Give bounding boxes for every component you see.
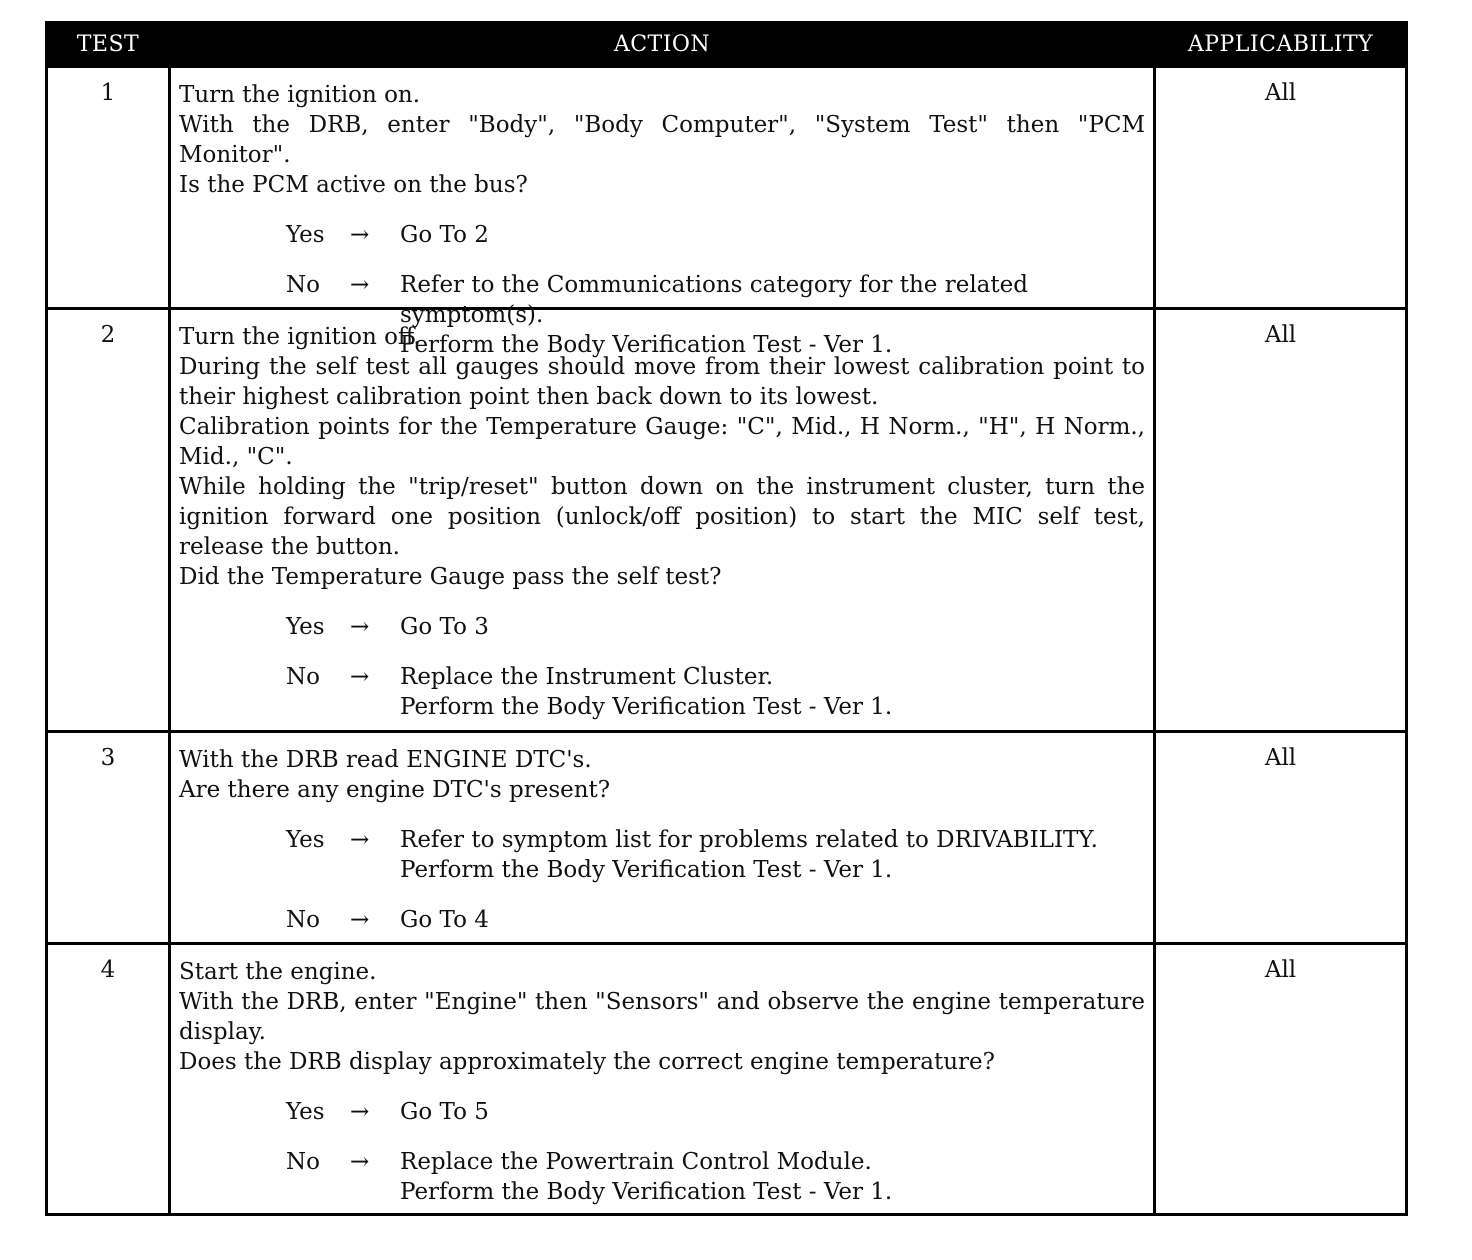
response-line: Perform the Body Verification Test - Ver 1. [400, 332, 893, 358]
response-text [400, 662, 1145, 722]
response-line: Refer to symptom list for problems related to DRIVABILITY. [400, 827, 1098, 853]
header-applicability: APPLICABILITY [1187, 32, 1374, 57]
response-text [400, 1097, 1145, 1127]
response-yes [179, 1097, 1145, 1127]
response-line: Perform the Body Verification Test - Ver 1. [400, 857, 893, 883]
table-row [48, 730, 1405, 942]
response-line: Perform the Body Verification Test - Ver 1. [400, 1179, 893, 1205]
arrow-icon: → [350, 272, 370, 298]
response-line: Go To 4 [400, 907, 489, 933]
action-line: Is the PCM active on the bus? [179, 172, 528, 198]
arrow-icon: → [350, 614, 370, 640]
test-number: 2 [100, 322, 116, 348]
response-text [400, 905, 1145, 935]
response-text [400, 612, 1145, 642]
response-answer: No [286, 664, 320, 690]
response-text [400, 825, 1145, 885]
response-answer: Yes [286, 614, 325, 640]
response-answer: No [286, 1149, 320, 1175]
action-line: With the DRB, enter "Body", "Body Computer", "System Test" then "PCM Monitor". [179, 112, 1145, 168]
action-line: While holding the "trip/reset" button down on the instrument cluster, turn the ignition forward one position (unlock/off position) to start the MIC self test, release the button. [179, 474, 1145, 560]
arrow-icon: → [350, 664, 370, 690]
response-yes [179, 220, 1145, 250]
response-answer: No [286, 272, 320, 298]
response-no [179, 1147, 1145, 1207]
response-yes [179, 612, 1145, 642]
test-number: 3 [100, 745, 116, 771]
action-line: Does the DRB display approximately the correct engine temperature? [179, 1049, 995, 1075]
table-row [48, 307, 1405, 730]
response-answer: Yes [286, 1099, 325, 1125]
action-line: Calibration points for the Temperature Gauge: "C", Mid., H Norm., "H", H Norm., Mid., "C". [179, 414, 1145, 470]
applicability-cell: All [1264, 80, 1297, 106]
table-header [48, 24, 1405, 65]
table-row [48, 942, 1405, 1213]
response-line: Replace the Instrument Cluster. [400, 664, 774, 690]
applicability-cell: All [1264, 322, 1297, 348]
diagnostic-table [45, 21, 1408, 1216]
action-line: Did the Temperature Gauge pass the self test? [179, 564, 722, 590]
test-number: 4 [100, 957, 116, 983]
response-line: Perform the Body Verification Test - Ver 1. [400, 694, 893, 720]
response-answer: No [286, 907, 320, 933]
response-answer: Yes [286, 827, 325, 853]
table-body [48, 65, 1405, 1213]
action-cell [168, 310, 1156, 730]
arrow-icon: → [350, 827, 370, 853]
action-cell [168, 945, 1156, 1213]
action-cell [168, 733, 1156, 942]
action-line: With the DRB, enter "Engine" then "Sensors" and observe the engine temperature display. [179, 989, 1145, 1045]
response-text [400, 1147, 1145, 1207]
applicability-cell: All [1264, 745, 1297, 771]
response-line: Go To 5 [400, 1099, 489, 1125]
action-line: During the self test all gauges should move from their lowest calibration point to their highest calibration point then back down to its lowest. [179, 354, 1145, 410]
response-no [179, 662, 1145, 722]
response-line: Refer to the Communications category for the related symptom(s). [400, 272, 1028, 328]
response-line: Go To 3 [400, 614, 489, 640]
response-text [400, 220, 1145, 250]
arrow-icon: → [350, 1149, 370, 1175]
applicability-cell: All [1264, 957, 1297, 983]
response-no [179, 905, 1145, 935]
test-number: 1 [100, 80, 116, 106]
action-line: Start the engine. [179, 959, 377, 985]
action-line: With the DRB read ENGINE DTC's. [179, 747, 592, 773]
response-answer: Yes [286, 222, 325, 248]
arrow-icon: → [350, 907, 370, 933]
arrow-icon: → [350, 1099, 370, 1125]
action-line: Are there any engine DTC's present? [179, 777, 611, 803]
response-yes [179, 825, 1145, 885]
response-line: Go To 2 [400, 222, 489, 248]
header-action: ACTION [613, 32, 711, 57]
action-line: Turn the ignition on. [179, 82, 421, 108]
arrow-icon: → [350, 222, 370, 248]
header-test: TEST [76, 32, 140, 57]
response-line: Replace the Powertrain Control Module. [400, 1149, 872, 1175]
action-line: Turn the ignition off. [179, 324, 421, 350]
